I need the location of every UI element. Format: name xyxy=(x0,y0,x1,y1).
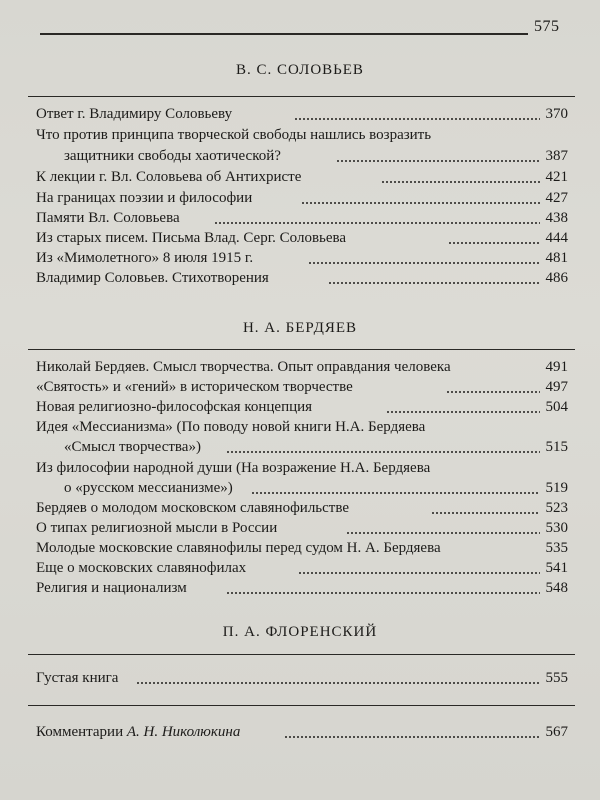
page-number: 575 xyxy=(534,18,560,35)
leader-dots xyxy=(431,512,540,514)
leader-dots xyxy=(381,181,540,183)
toc-entry[interactable] xyxy=(36,167,568,187)
toc-entry[interactable] xyxy=(36,104,568,124)
toc-entry-title xyxy=(36,722,240,742)
leader-dots xyxy=(251,492,540,494)
toc-entry-page: 486 xyxy=(545,270,568,286)
leader-dots xyxy=(136,682,540,684)
toc-entry[interactable] xyxy=(36,578,568,598)
toc-entry-title: Николай Бердяев. Смысл творчества. Опыт оправдания человека xyxy=(36,359,451,375)
section-divider xyxy=(28,705,575,706)
header-rule xyxy=(40,33,528,35)
toc-entry-title: Новая религиозно-философская концепция xyxy=(36,399,313,415)
section-divider xyxy=(28,96,575,97)
toc-entry-page: 535 xyxy=(545,540,568,556)
toc-entry-title: Памяти Вл. Соловьева xyxy=(36,210,180,226)
leader-dots xyxy=(336,160,540,162)
toc-entry[interactable] xyxy=(36,397,568,417)
toc-entry-page: 491 xyxy=(545,359,568,375)
toc-entry-title: Из «Мимолетного» 8 июля 1915 г. xyxy=(36,250,254,266)
toc-entry-page: 515 xyxy=(545,439,568,455)
toc-entry-page: 548 xyxy=(545,580,568,596)
toc-entry-page: 530 xyxy=(545,520,568,536)
toc-entry-title: Еще о московских славянофилах xyxy=(36,560,247,576)
toc-entry-title: «Святость» и «гений» в историческом творчестве xyxy=(36,379,353,395)
leader-dots xyxy=(298,572,540,574)
toc-entry-title: Идея «Мессианизма» (По поводу новой книги Н.А. Бердяева xyxy=(36,419,426,435)
toc-entry-page: 541 xyxy=(545,560,568,576)
toc-entry-page: 504 xyxy=(545,399,568,415)
toc-entry-page: 421 xyxy=(545,169,568,185)
toc-entry[interactable] xyxy=(36,268,568,288)
toc-entry-title: Что против принципа творческой свободы нашлись возразить xyxy=(36,127,432,143)
toc-entry[interactable] xyxy=(36,248,568,268)
toc-entry-title: Из философии народной души (На возражение Н.А. Бердяева xyxy=(36,460,431,476)
toc-entry-title: Бердяев о молодом московском славянофильстве xyxy=(36,500,350,516)
toc-entry[interactable] xyxy=(36,538,568,558)
toc-entry[interactable] xyxy=(36,518,568,538)
commentary-prefix: Комментарии xyxy=(36,724,127,740)
leader-dots xyxy=(328,282,540,284)
leader-dots xyxy=(226,451,540,453)
toc-entry[interactable] xyxy=(36,558,568,578)
toc-entry[interactable] xyxy=(36,125,568,145)
section-title-florensky: П. А. ФЛОРЕНСКИЙ xyxy=(222,624,378,640)
leader-dots xyxy=(448,242,540,244)
section-divider xyxy=(28,349,575,350)
toc-entry-title: Густая книга xyxy=(36,670,119,686)
toc-entry-continued xyxy=(36,437,568,457)
toc-entry-page: 387 xyxy=(545,148,568,164)
toc-entry-page: 481 xyxy=(545,250,568,266)
toc-entry-title: Ответ г. Владимиру Соловьеву xyxy=(36,106,233,122)
toc-entry[interactable] xyxy=(36,458,568,478)
toc-entry-page: 370 xyxy=(545,106,568,122)
toc-entry-title: о «русском мессианизме») xyxy=(64,480,233,496)
toc-entry-commentary[interactable] xyxy=(36,722,568,742)
toc-entry-title: Из старых писем. Письма Влад. Серг. Соловьева xyxy=(36,230,347,246)
leader-dots xyxy=(308,262,540,264)
leader-dots xyxy=(284,736,540,738)
toc-entry[interactable] xyxy=(36,417,568,437)
section-divider xyxy=(28,654,575,655)
toc-entry[interactable] xyxy=(36,498,568,518)
toc-entry-title: Владимир Соловьев. Стихотворения xyxy=(36,270,269,286)
leader-dots xyxy=(301,202,540,204)
toc-entry-title: защитники свободы хаотической? xyxy=(64,148,281,164)
commentary-author: А. Н. Николюкина xyxy=(126,724,241,740)
toc-entry[interactable] xyxy=(36,357,568,377)
leader-dots xyxy=(294,118,540,120)
toc-entry-page: 444 xyxy=(545,230,568,246)
toc-entry[interactable] xyxy=(36,668,568,688)
section-title-berdyaev: Н. А. БЕРДЯЕВ xyxy=(242,320,358,336)
toc-entry[interactable] xyxy=(36,188,568,208)
leader-dots xyxy=(446,391,540,393)
toc-entry-title: Молодые московские славянофилы перед судом Н. А. Бердяева xyxy=(36,540,441,556)
section-title-solovyov: В. С. СОЛОВЬЕВ xyxy=(236,62,364,78)
toc-entry-page: 497 xyxy=(545,379,568,395)
toc-entry-page: 427 xyxy=(545,190,568,206)
toc-entry-page: 519 xyxy=(545,480,568,496)
leader-dots xyxy=(226,592,540,594)
toc-entry[interactable] xyxy=(36,208,568,228)
toc-entry-title: «Смысл творчества») xyxy=(64,439,201,455)
toc-entry[interactable] xyxy=(36,377,568,397)
toc-entry-continued xyxy=(36,146,568,166)
toc-entry-page: 523 xyxy=(545,500,568,516)
leader-dots xyxy=(386,411,540,413)
toc-entry[interactable] xyxy=(36,228,568,248)
toc-entry-title: О типах религиозной мысли в России xyxy=(36,520,278,536)
toc-entry-page: 438 xyxy=(545,210,568,226)
leader-dots xyxy=(214,222,540,224)
toc-entry-continued xyxy=(36,478,568,498)
toc-entry-title: Религия и национализм xyxy=(36,580,187,596)
leader-dots xyxy=(346,532,540,534)
toc-entry-page: 567 xyxy=(545,724,568,740)
toc-entry-title: К лекции г. Вл. Соловьева об Антихристе xyxy=(36,169,302,185)
toc-entry-title: На границах поэзии и философии xyxy=(36,190,253,206)
toc-entry-page: 555 xyxy=(545,670,568,686)
